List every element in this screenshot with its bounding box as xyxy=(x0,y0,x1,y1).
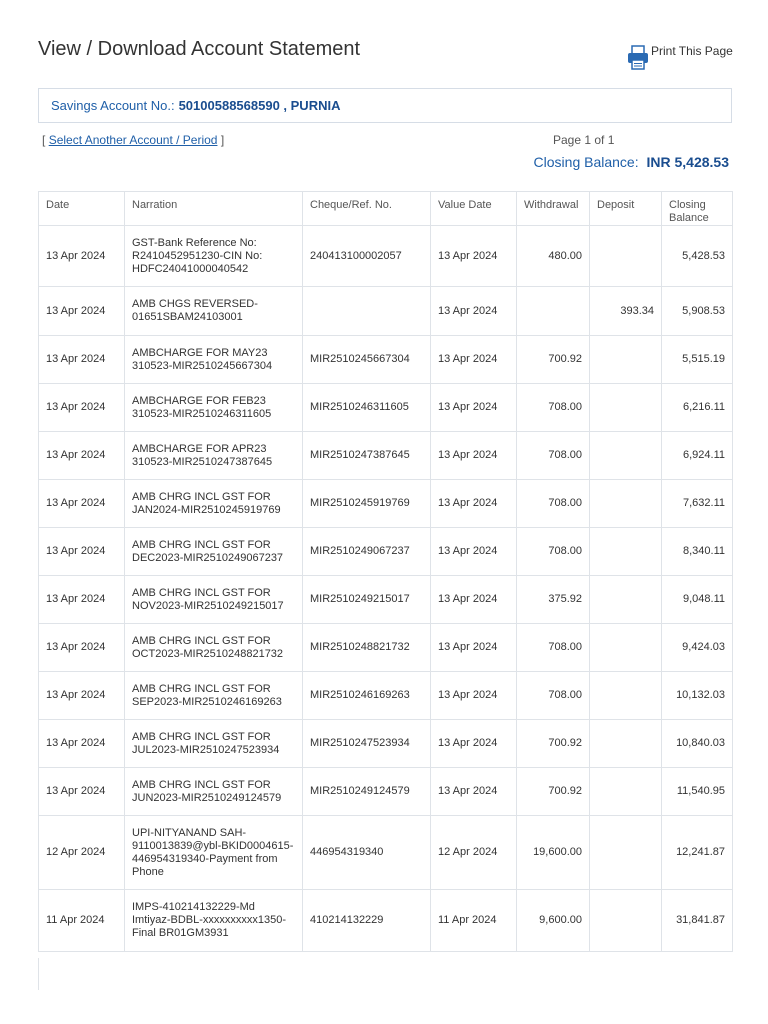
table-continuation-border xyxy=(38,958,39,990)
row-closing-balance: 9,048.11 xyxy=(662,576,733,624)
row-value-date: 13 Apr 2024 xyxy=(431,336,517,384)
header-closing-balance: Closing Balance xyxy=(662,192,733,226)
table-row xyxy=(39,432,733,480)
row-date: 13 Apr 2024 xyxy=(39,528,125,576)
row-date: 13 Apr 2024 xyxy=(39,672,125,720)
table-row xyxy=(39,816,733,890)
row-withdrawal: 708.00 xyxy=(517,384,590,432)
row-withdrawal: 19,600.00 xyxy=(517,816,590,890)
row-cheque-ref: MIR2510246311605 xyxy=(303,384,431,432)
row-withdrawal: 9,600.00 xyxy=(517,890,590,952)
row-narration: AMB CHRG INCL GST FOR DEC2023-MIR2510249067237 xyxy=(125,528,303,576)
header-narration: Narration xyxy=(125,192,303,226)
table-row xyxy=(39,624,733,672)
table-row xyxy=(39,672,733,720)
row-closing-balance: 7,632.11 xyxy=(662,480,733,528)
row-value-date: 13 Apr 2024 xyxy=(431,432,517,480)
row-withdrawal: 708.00 xyxy=(517,624,590,672)
row-withdrawal xyxy=(517,287,590,336)
row-closing-balance: 9,424.03 xyxy=(662,624,733,672)
row-deposit: 393.34 xyxy=(590,287,662,336)
row-closing-balance: 10,132.03 xyxy=(662,672,733,720)
row-date: 11 Apr 2024 xyxy=(39,890,125,952)
row-closing-balance: 5,908.53 xyxy=(662,287,733,336)
row-deposit xyxy=(590,432,662,480)
statement-table xyxy=(38,191,733,952)
row-value-date: 13 Apr 2024 xyxy=(431,384,517,432)
row-cheque-ref: MIR2510247387645 xyxy=(303,432,431,480)
row-date: 13 Apr 2024 xyxy=(39,624,125,672)
row-deposit xyxy=(590,624,662,672)
row-cheque-ref: MIR2510249215017 xyxy=(303,576,431,624)
row-cheque-ref: 446954319340 xyxy=(303,816,431,890)
row-narration: AMB CHRG INCL GST FOR JUL2023-MIR2510247523934 xyxy=(125,720,303,768)
row-closing-balance: 12,241.87 xyxy=(662,816,733,890)
table-header-row xyxy=(39,192,733,226)
row-deposit xyxy=(590,528,662,576)
row-narration: IMPS-410214132229-Md Imtiyaz-BDBL-xxxxxxxxxx1350-Final BR01GM3931 xyxy=(125,890,303,952)
row-cheque-ref: MIR2510245919769 xyxy=(303,480,431,528)
row-value-date: 13 Apr 2024 xyxy=(431,672,517,720)
row-value-date: 13 Apr 2024 xyxy=(431,720,517,768)
row-cheque-ref: MIR2510249067237 xyxy=(303,528,431,576)
account-number: 50100588568590 , PURNIA xyxy=(178,98,341,113)
row-closing-balance: 5,428.53 xyxy=(662,226,733,287)
print-page-button[interactable] xyxy=(627,44,733,71)
table-row xyxy=(39,720,733,768)
printer-icon xyxy=(627,45,649,71)
row-deposit xyxy=(590,720,662,768)
row-narration: GST-Bank Reference No: R2410452951230-CIN No: HDFC24041000040542 xyxy=(125,226,303,287)
row-cheque-ref: 240413100002057 xyxy=(303,226,431,287)
row-cheque-ref: MIR2510247523934 xyxy=(303,720,431,768)
page-info: Page 1 of 1 xyxy=(553,133,615,147)
row-withdrawal: 480.00 xyxy=(517,226,590,287)
row-withdrawal: 700.92 xyxy=(517,720,590,768)
bracket-open: [ xyxy=(42,133,46,147)
row-deposit xyxy=(590,890,662,952)
closing-balance xyxy=(534,154,729,170)
row-deposit xyxy=(590,336,662,384)
table-row xyxy=(39,890,733,952)
row-withdrawal: 708.00 xyxy=(517,432,590,480)
row-deposit xyxy=(590,226,662,287)
row-cheque-ref: MIR2510245667304 xyxy=(303,336,431,384)
row-withdrawal: 708.00 xyxy=(517,528,590,576)
row-value-date: 13 Apr 2024 xyxy=(431,528,517,576)
table-row xyxy=(39,384,733,432)
row-date: 13 Apr 2024 xyxy=(39,384,125,432)
row-narration: AMB CHRG INCL GST FOR JAN2024-MIR2510245919769 xyxy=(125,480,303,528)
row-withdrawal: 700.92 xyxy=(517,336,590,384)
row-cheque-ref: 410214132229 xyxy=(303,890,431,952)
row-date: 13 Apr 2024 xyxy=(39,480,125,528)
row-narration: AMBCHARGE FOR FEB23 310523-MIR2510246311605 xyxy=(125,384,303,432)
row-narration: AMBCHARGE FOR APR23 310523-MIR2510247387645 xyxy=(125,432,303,480)
print-page-label: Print This Page xyxy=(651,44,733,58)
row-value-date: 13 Apr 2024 xyxy=(431,226,517,287)
row-value-date: 13 Apr 2024 xyxy=(431,287,517,336)
account-label: Savings Account No.: xyxy=(51,98,175,113)
closing-balance-value: INR 5,428.53 xyxy=(646,154,729,170)
header-value-date: Value Date xyxy=(431,192,517,226)
row-deposit xyxy=(590,384,662,432)
row-deposit xyxy=(590,480,662,528)
row-cheque-ref: MIR2510249124579 xyxy=(303,768,431,816)
row-date: 13 Apr 2024 xyxy=(39,432,125,480)
row-cheque-ref: MIR2510246169263 xyxy=(303,672,431,720)
table-row xyxy=(39,528,733,576)
row-closing-balance: 10,840.03 xyxy=(662,720,733,768)
row-closing-balance: 11,540.95 xyxy=(662,768,733,816)
row-withdrawal: 375.92 xyxy=(517,576,590,624)
row-closing-balance: 6,216.11 xyxy=(662,384,733,432)
header-cheque-ref: Cheque/Ref. No. xyxy=(303,192,431,226)
row-narration: AMB CHRG INCL GST FOR NOV2023-MIR2510249215017 xyxy=(125,576,303,624)
row-deposit xyxy=(590,816,662,890)
table-row xyxy=(39,226,733,287)
row-date: 13 Apr 2024 xyxy=(39,720,125,768)
row-cheque-ref: MIR2510248821732 xyxy=(303,624,431,672)
row-deposit xyxy=(590,672,662,720)
header-date: Date xyxy=(39,192,125,226)
select-another-account-link[interactable]: Select Another Account / Period xyxy=(48,133,218,147)
row-closing-balance: 31,841.87 xyxy=(662,890,733,952)
row-narration: AMB CHGS REVERSED-01651SBAM24103001 xyxy=(125,287,303,336)
row-cheque-ref xyxy=(303,287,431,336)
row-withdrawal: 708.00 xyxy=(517,672,590,720)
closing-balance-label: Closing Balance: xyxy=(533,154,639,170)
row-narration: AMB CHRG INCL GST FOR JUN2023-MIR2510249124579 xyxy=(125,768,303,816)
row-value-date: 12 Apr 2024 xyxy=(431,816,517,890)
row-narration: UPI-NITYANAND SAH-9110013839@ybl-BKID0004615-446954319340-Payment from Phone xyxy=(125,816,303,890)
table-row xyxy=(39,480,733,528)
row-narration: AMB CHRG INCL GST FOR OCT2023-MIR2510248821732 xyxy=(125,624,303,672)
table-row xyxy=(39,576,733,624)
row-deposit xyxy=(590,576,662,624)
header-deposit: Deposit xyxy=(590,192,662,226)
table-row xyxy=(39,336,733,384)
bracket-close: ] xyxy=(220,133,225,147)
row-narration: AMBCHARGE FOR MAY23 310523-MIR2510245667304 xyxy=(125,336,303,384)
row-date: 13 Apr 2024 xyxy=(39,336,125,384)
row-date: 13 Apr 2024 xyxy=(39,768,125,816)
table-row xyxy=(39,768,733,816)
row-closing-balance: 8,340.11 xyxy=(662,528,733,576)
row-date: 13 Apr 2024 xyxy=(39,226,125,287)
row-value-date: 13 Apr 2024 xyxy=(431,576,517,624)
row-value-date: 13 Apr 2024 xyxy=(431,768,517,816)
row-value-date: 11 Apr 2024 xyxy=(431,890,517,952)
row-date: 13 Apr 2024 xyxy=(39,576,125,624)
row-date: 13 Apr 2024 xyxy=(39,287,125,336)
select-account-wrap xyxy=(42,133,224,147)
row-narration: AMB CHRG INCL GST FOR SEP2023-MIR2510246169263 xyxy=(125,672,303,720)
header-withdrawal: Withdrawal xyxy=(517,192,590,226)
row-value-date: 13 Apr 2024 xyxy=(431,624,517,672)
row-date: 12 Apr 2024 xyxy=(39,816,125,890)
row-withdrawal: 700.92 xyxy=(517,768,590,816)
row-closing-balance: 5,515.19 xyxy=(662,336,733,384)
account-info-box xyxy=(38,88,732,123)
table-row xyxy=(39,287,733,336)
row-closing-balance: 6,924.11 xyxy=(662,432,733,480)
row-withdrawal: 708.00 xyxy=(517,480,590,528)
row-deposit xyxy=(590,768,662,816)
row-value-date: 13 Apr 2024 xyxy=(431,480,517,528)
page-title: View / Download Account Statement xyxy=(38,38,361,60)
